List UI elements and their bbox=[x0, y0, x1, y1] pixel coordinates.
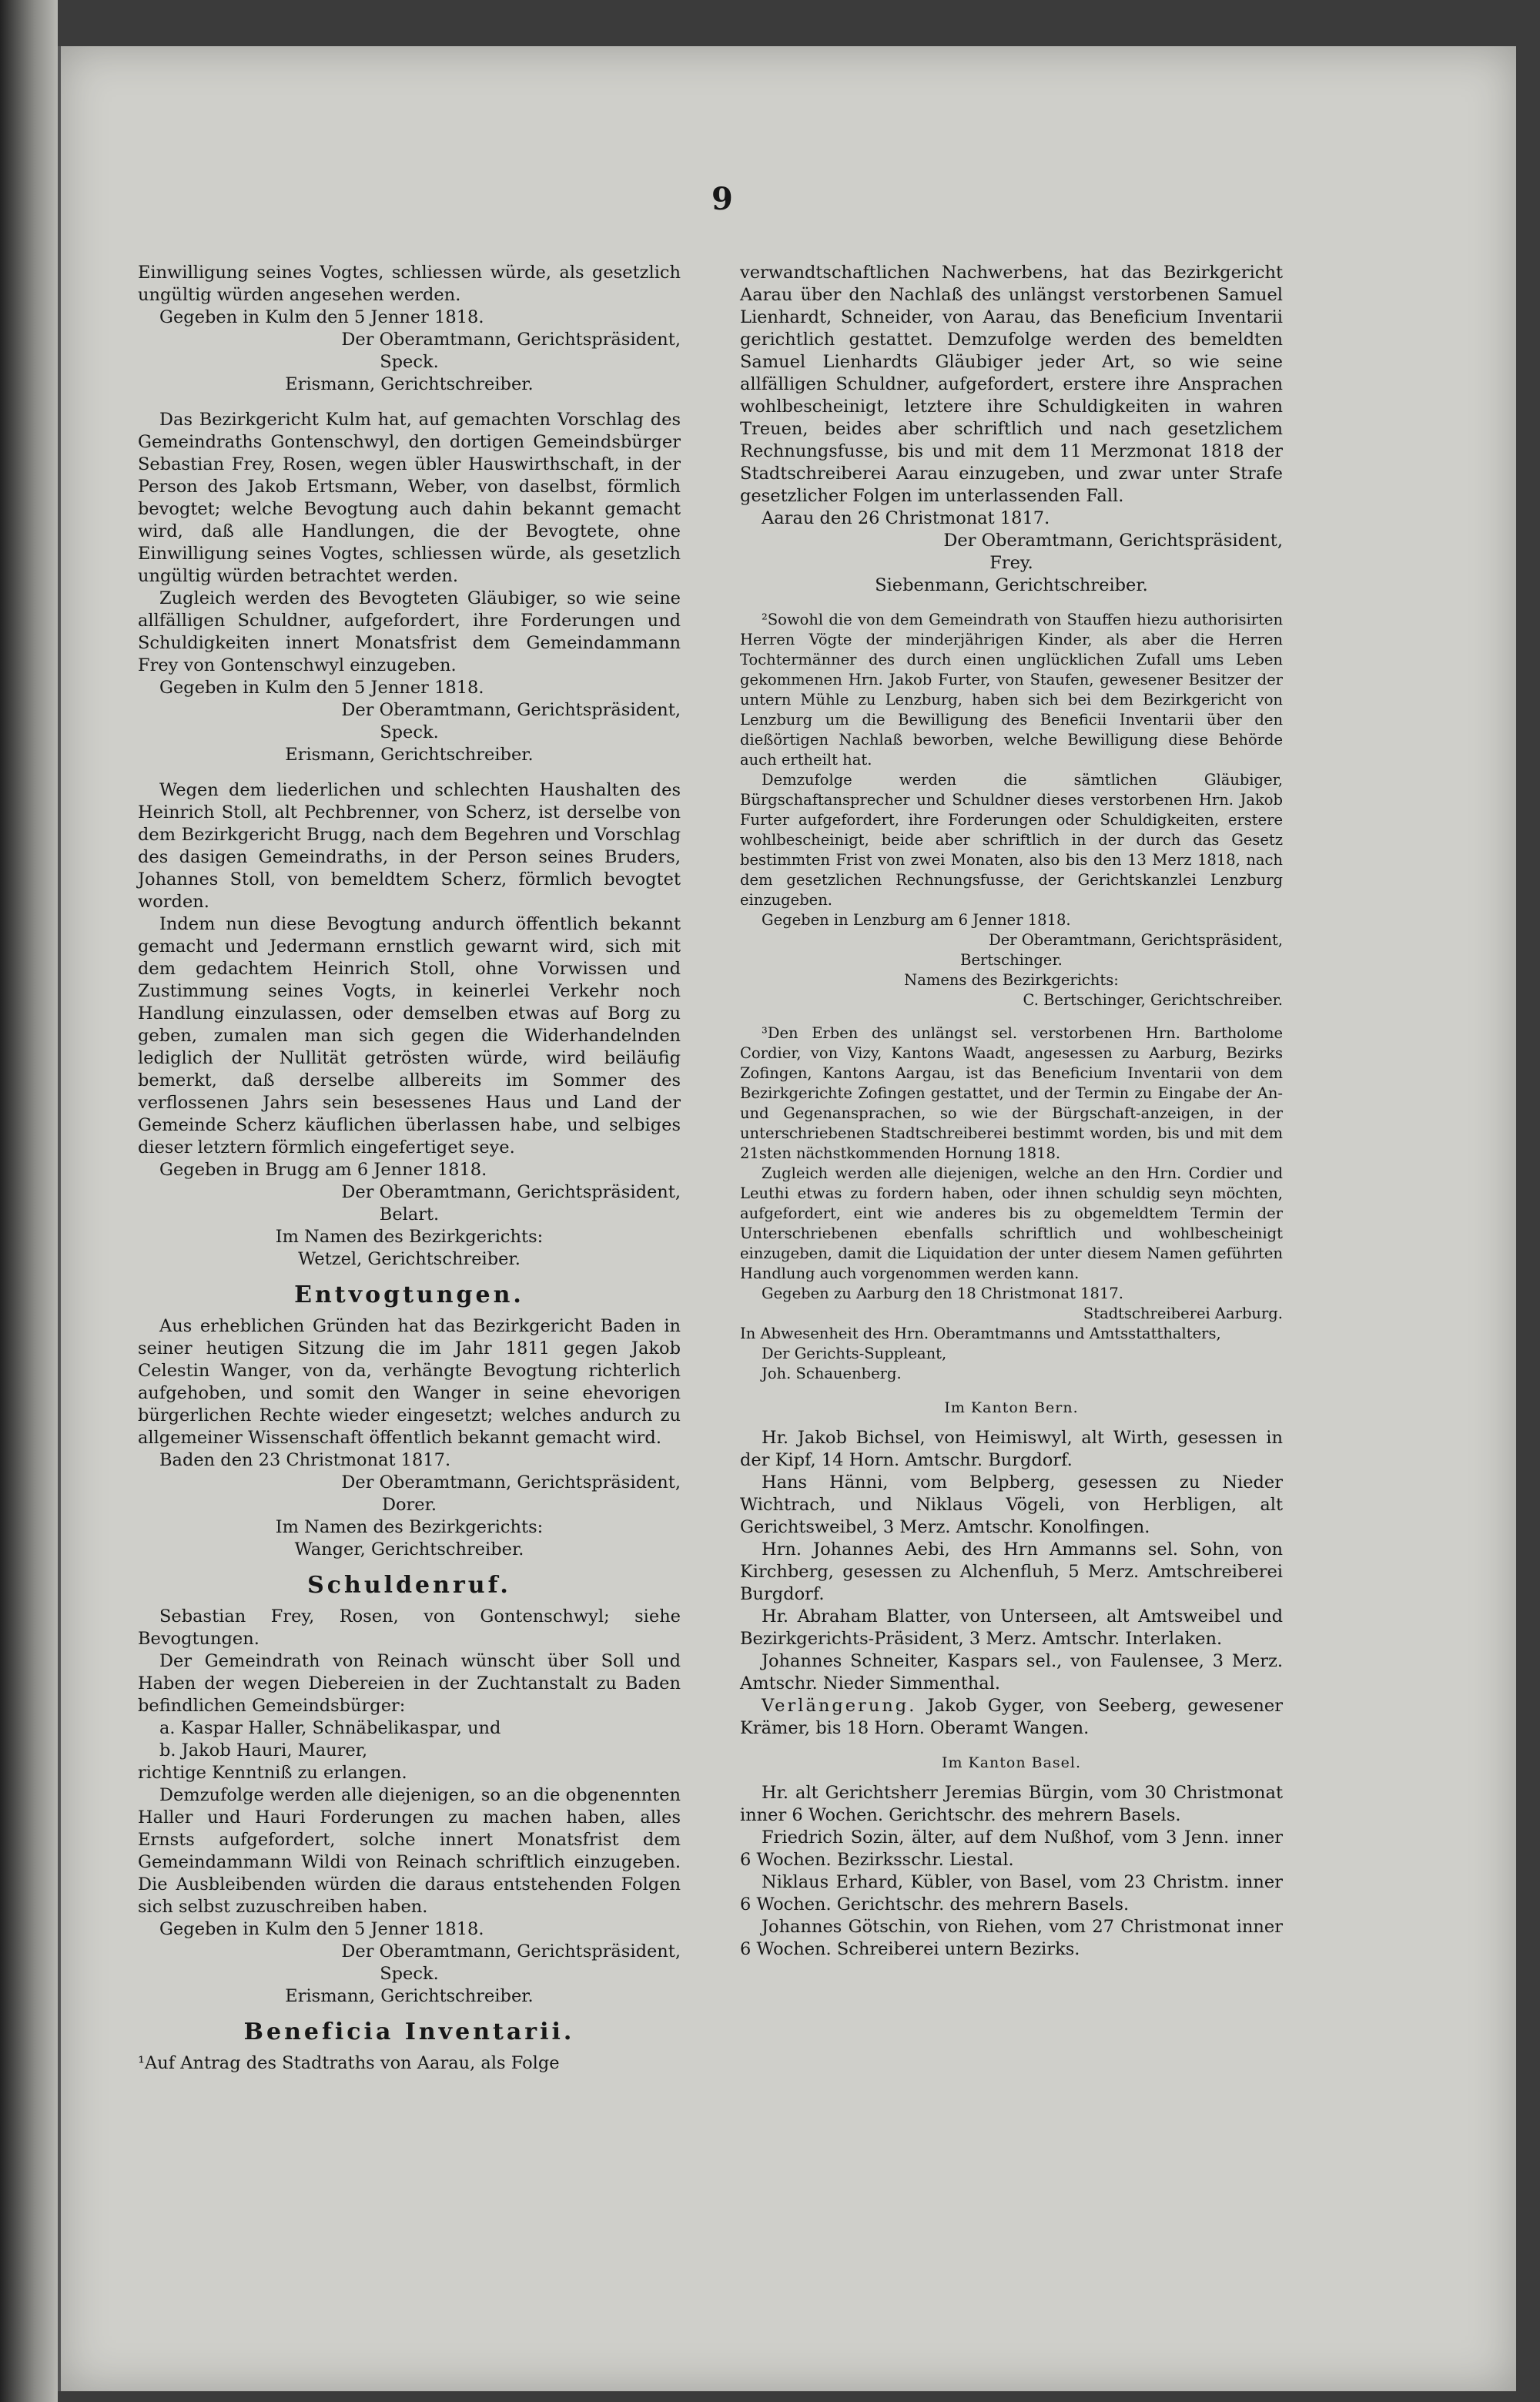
list-item bbox=[740, 1695, 1283, 1740]
paragraph: Indem nun diese Bevogtung andurch öffentlich bekannt gemacht und Jedermann ernstlich gewarnt wird, sich mit dem gedachtem Heinrich Stoll, ohne Vorwissen und Zustimmung seines Vogts, in keinerlei Verkehr noch Handlung einzulassen, oder demselben etwas auf Borg zu geben, zumalen man sich gegen die Widerhandelnden lediglich der Nullität getrösten würde, wird beiläufig bemerkt, daß derselbe allbereits im Sommer des verflossenen Jahrs sein besessenes Haus und Land der Gemeinde Scherz käuflichen überlassen habe, und selbiges dieser letztern förmlich eingefertiget seye. bbox=[138, 914, 681, 1157]
paragraph: richtige Kenntniß zu erlangen. bbox=[138, 1763, 407, 1783]
signature-line: Der Oberamtmann, Gerichtspräsident, bbox=[341, 330, 681, 350]
signature-line: Joh. Schauenberg. bbox=[762, 1365, 902, 1382]
signature-line: Speck. bbox=[380, 352, 439, 372]
section-heading-beneficia: Beneficia Inventarii. bbox=[243, 2018, 575, 2045]
signature-line: Der Oberamtmann, Gerichtspräsident, bbox=[341, 1182, 681, 1202]
list-item: Niklaus Erhard, Kübler, von Basel, vom 23 Christm. inner 6 Wochen. Gerichtschr. des mehrern Basels. bbox=[740, 1872, 1283, 1915]
list-item: Friedrich Sozin, älter, auf dem Nußhof, vom 3 Jenn. inner 6 Wochen. Bezirksschr. Liestal. bbox=[740, 1827, 1283, 1870]
notice-aarau bbox=[740, 262, 1283, 597]
signature-line: Speck. bbox=[380, 722, 439, 742]
section-heading-schuldenruf: Schuldenruf. bbox=[307, 1572, 511, 1599]
paragraph: Das Bezirkgericht Kulm hat, auf gemachten Vorschlag des Gemeindraths Gontenschwyl, den dortigen Gemeindsbürger Sebastian Frey, Rosen, wegen übler Hauswirthschaft, in der Person des Jakob Ertsmann, Weber, von daselbst, förmlich bevogtet; welche Bevogtung auch dahin bekannt gemacht wird, daß alle Handlungen, die der Bevogtete, ohne Einwilligung seines Vogtes, schliessen würde, als gesetzlich ungültig würden betrachtet werden. bbox=[138, 410, 681, 586]
signature-line: Siebenmann, Gerichtschreiber. bbox=[875, 575, 1148, 595]
signature-line: Wanger, Gerichtschreiber. bbox=[294, 1539, 524, 1559]
signature-line: Speck. bbox=[380, 1964, 439, 1984]
date-line: Gegeben in Kulm den 5 Jenner 1818. bbox=[159, 1919, 484, 1939]
left-column bbox=[138, 262, 681, 2075]
section-heading-entvogtungen: Entvogtungen. bbox=[294, 1281, 524, 1308]
list-item: Hr. Abraham Blatter, von Unterseen, alt Amtsweibel und Bezirkgerichts-Präsident, 3 Merz. Amtschr. Interlaken. bbox=[740, 1606, 1283, 1649]
signature-line: Der Oberamtmann, Gerichtspräsident, bbox=[943, 531, 1283, 551]
signature-line: Im Namen des Bezirkgerichts: bbox=[275, 1227, 544, 1247]
signature-line: Frey. bbox=[989, 553, 1033, 573]
paragraph: ¹Auf Antrag des Stadtraths von Aarau, als Folge bbox=[138, 2053, 560, 2073]
signature-line: Namens des Bezirkgerichts: bbox=[904, 971, 1119, 989]
notice-brugg bbox=[138, 779, 681, 1271]
right-column bbox=[740, 262, 1283, 1961]
signature-line: Der Oberamtmann, Gerichtspräsident, bbox=[989, 931, 1283, 949]
paragraph: Zugleich werden alle diejenigen, welche an den Hrn. Cordier und Leuthi etwas zu fordern haben, oder ihnen schuldig seyn möchten, aufgefordert, eint wie anderes bis zu obgemeldtem Termin der Unterschriebenen ebenfalls schriftlich und wohlbescheinigt einzugeben, damit die Liquidation der unter diesem Namen geführten Handlung auch vorgenommen werden kann. bbox=[740, 1164, 1283, 1282]
paragraph: verwandtschaftlichen Nachwerbens, hat das Bezirkgericht Aarau über den Nachlaß des unlängst verstorbenen Samuel Lienhardt, Schneider, von Aarau, das Beneficium Inventarii gerichtlich gestattet. Demzufolge werden des bemeldten Samuel Lienhardts Gläubiger jeder Art, so wie seine allfälligen Schuldner, aufgefordert, erstere ihre Ansprachen wohlbescheinigt, letztere ihre Schuldigkeiten in wahren Treuen, beides aber schriftlich und nach gesetzlichem Rechnungsfusse, bis und mit dem 11 Merzmonat 1818 der Stadtschreiberei Aarau einzugeben, und zwar unter Strafe gesetzlicher Folgen im unterlassenden Fall. bbox=[740, 263, 1283, 506]
signature-line: C. Bertschinger, Gerichtschreiber. bbox=[1023, 991, 1283, 1009]
paragraph: Aus erheblichen Gründen hat das Bezirkgericht Baden in seiner heutigen Sitzung die im Jahr 1811 gegen Jakob Celestin Wanger, von da, verhängte Bevogtung richterlich aufgehoben, und somit den Wanger in seine ehevorigen bürgerlichen Rechte wieder eingesetzt; welches andurch zu allgemeiner Wissenschaft öffentlich bekannt gemacht wird. bbox=[138, 1316, 681, 1448]
list-bern bbox=[740, 1427, 1283, 1740]
signature-line: Der Oberamtmann, Gerichtspräsident, bbox=[341, 1472, 681, 1492]
notice-aarburg bbox=[740, 1023, 1283, 1384]
list-item: Johannes Götschin, von Riehen, vom 27 Christmonat inner 6 Wochen. Schreiberei untern Bezirks. bbox=[740, 1917, 1283, 1959]
notice-kulm-2 bbox=[138, 409, 681, 766]
list-item: Hr. alt Gerichtsherr Jeremias Bürgin, vom 30 Christmonat inner 6 Wochen. Gerichtschr. des mehrern Basels. bbox=[740, 1783, 1283, 1825]
paragraph: Demzufolge werden alle diejenigen, so an die obgenennten Haller und Hauri Forderungen zu machen haben, alles Ernsts aufgefordert, solche innert Monatsfrist dem Gemeindammann Wildi von Reinach schriftlich einzugeben. Die Ausbleibenden würden die daraus entstehenden Folgen sich selbst zuzuschreiben haben. bbox=[138, 1785, 681, 1917]
list-item: Hr. Jakob Bichsel, von Heimiswyl, alt Wirth, gesessen in der Kipf, 14 Horn. Amtschr. Burgdorf. bbox=[740, 1428, 1283, 1470]
list-item: Hans Hänni, vom Belpberg, gesessen zu Nieder Wichtrach, und Niklaus Vögeli, von Herbligen, alt Gerichtsweibel, 3 Merz. Amtschr. Konolfingen. bbox=[740, 1472, 1283, 1537]
signature-line: Bertschinger. bbox=[960, 951, 1063, 969]
extension-text: Jakob Gyger, von Seeberg, gewesener Krämer, bis 18 Horn. Oberamt Wangen. bbox=[740, 1696, 1283, 1738]
notice-lenzburg bbox=[740, 610, 1283, 1010]
signature-line: Stadtschreiberei Aarburg. bbox=[1083, 1305, 1283, 1322]
list-item: b. Jakob Hauri, Maurer, bbox=[159, 1740, 368, 1760]
date-line: Aarau den 26 Christmonat 1817. bbox=[762, 508, 1050, 528]
date-line: Gegeben in Kulm den 5 Jenner 1818. bbox=[159, 307, 484, 327]
subheading-kanton-basel: Im Kanton Basel. bbox=[941, 1754, 1082, 1771]
date-line: Gegeben in Kulm den 5 Jenner 1818. bbox=[159, 678, 484, 698]
paragraph: Demzufolge werden die sämtlichen Gläubiger, Bürgschaftansprecher und Schuldner dieses verstorbenen Hrn. Jakob Furter aufgefordert, ihre Forderungen oder Schuldigkeiten, erstere wohlbescheinigt, beide aber schriftlich in der durch das Gesetz bestimmten Frist von zwei Monaten, also bis den 13 Merz 1818, nach dem gesetzlichen Rechnungsfusse, der Gerichtskanzlei Lenzburg einzugeben. bbox=[740, 771, 1283, 909]
signature-line: Dorer. bbox=[381, 1495, 437, 1515]
signature-line: Erismann, Gerichtschreiber. bbox=[285, 374, 534, 394]
date-line: Gegeben zu Aarburg den 18 Christmonat 1817. bbox=[762, 1285, 1123, 1302]
notice-baden bbox=[138, 1315, 681, 1561]
list-item: Johannes Schneiter, Kaspars sel., von Faulensee, 3 Merz. Amtschr. Nieder Simmenthal. bbox=[740, 1651, 1283, 1693]
notice-reinach bbox=[138, 1606, 681, 2008]
signature-line: Erismann, Gerichtschreiber. bbox=[285, 1986, 534, 2006]
paragraph: ³Den Erben des unlängst sel. verstorbenen Hrn. Bartholome Cordier, von Vizy, Kantons Waadt, angesessen zu Aarburg, Bezirks Zofingen, Kantons Aargau, ist das Beneficium Inventarii von dem Bezirkgerichte Zofingen gestattet, und der Termin zu Eingabe der An- und Gegenansprachen, so wie der Bürgschaft-anzeigen, in der unterschriebenen Stadtschreiberei bestimmt worden, bis und mit dem 21sten nächstkommenden Hornung 1818. bbox=[740, 1024, 1283, 1162]
paragraph: Wegen dem liederlichen und schlechten Haushalten des Heinrich Stoll, alt Pechbrenner, von Scherz, ist derselbe von dem Bezirkgericht Brugg, nach dem Begehren und Vorschlag des dasigen Gemeindraths, in der Person seines Bruders, Johannes Stoll, von bemeldtem Scherz, förmlich bevogtet worden. bbox=[138, 780, 681, 912]
signature-line: Der Gerichts-Suppleant, bbox=[762, 1345, 947, 1362]
list-item: Hrn. Johannes Aebi, des Hrn Ammanns sel. Sohn, von Kirchberg, gesessen zu Alchenfluh, 5 Merz. Amtschreiberei Burgdorf. bbox=[740, 1539, 1283, 1604]
page-number: 9 bbox=[711, 181, 733, 217]
document-page bbox=[58, 46, 1516, 2391]
date-line: Baden den 23 Christmonat 1817. bbox=[159, 1450, 451, 1470]
date-line: Gegeben in Lenzburg am 6 Jenner 1818. bbox=[762, 911, 1071, 929]
signature-line: Der Oberamtmann, Gerichtspräsident, bbox=[341, 1941, 681, 1961]
paragraph: Zugleich werden des Bevogteten Gläubiger, so wie seine allfälligen Schuldner, aufgefordert, ihre Forderungen und Schuldigkeiten innert Monatsfrist dem Gemeindammann Frey von Gontenschwyl einzugeben. bbox=[138, 588, 681, 675]
list-item: a. Kaspar Haller, Schnäbelikaspar, und bbox=[159, 1718, 501, 1738]
paragraph: Sebastian Frey, Rosen, von Gontenschwyl; siehe Bevogtungen. bbox=[138, 1606, 681, 1649]
signature-line: Wetzel, Gerichtschreiber. bbox=[298, 1249, 521, 1269]
signature-line: In Abwesenheit des Hrn. Oberamtmanns und Amtsstatthalters, bbox=[740, 1325, 1221, 1342]
signature-line: Erismann, Gerichtschreiber. bbox=[285, 745, 534, 765]
signature-line: Im Namen des Bezirkgerichts: bbox=[275, 1517, 544, 1537]
paragraph: Einwilligung seines Vogtes, schliessen würde, als gesetzlich ungültig würden angesehen werden. bbox=[138, 263, 681, 305]
extension-label: Verlängerung. bbox=[762, 1696, 917, 1716]
paragraph: Der Gemeindrath von Reinach wünscht über Soll und Haben der wegen Diebereien in der Zuchtanstalt zu Baden befindlichen Gemeindsbürger: bbox=[138, 1651, 681, 1716]
notice-kulm-1 bbox=[138, 262, 681, 396]
signature-line: Belart. bbox=[379, 1204, 440, 1224]
list-basel bbox=[740, 1782, 1283, 1961]
date-line: Gegeben in Brugg am 6 Jenner 1818. bbox=[159, 1160, 487, 1180]
paragraph: ²Sowohl die von dem Gemeindrath von Stauffen hiezu authorisirten Herren Vögte der minderjährigen Kinder, als aber die Herren Tochtermänner des durch einen unglücklichen Zufall ums Leben gekommenen Hrn. Jakob Furter, von Staufen, gewesener Besitzer der untern Mühle zu Lenzburg, haben sich bei dem Bezirkgericht von Lenzburg um die Bewilligung des Beneficii Inventarii über den dießörtigen Nachlaß beworben, welche Bewilligung diese Behörde auch ertheilt hat. bbox=[740, 611, 1283, 769]
facing-page-edge bbox=[0, 0, 58, 2402]
signature-line: Der Oberamtmann, Gerichtspräsident, bbox=[341, 700, 681, 720]
subheading-kanton-bern: Im Kanton Bern. bbox=[944, 1399, 1079, 1416]
